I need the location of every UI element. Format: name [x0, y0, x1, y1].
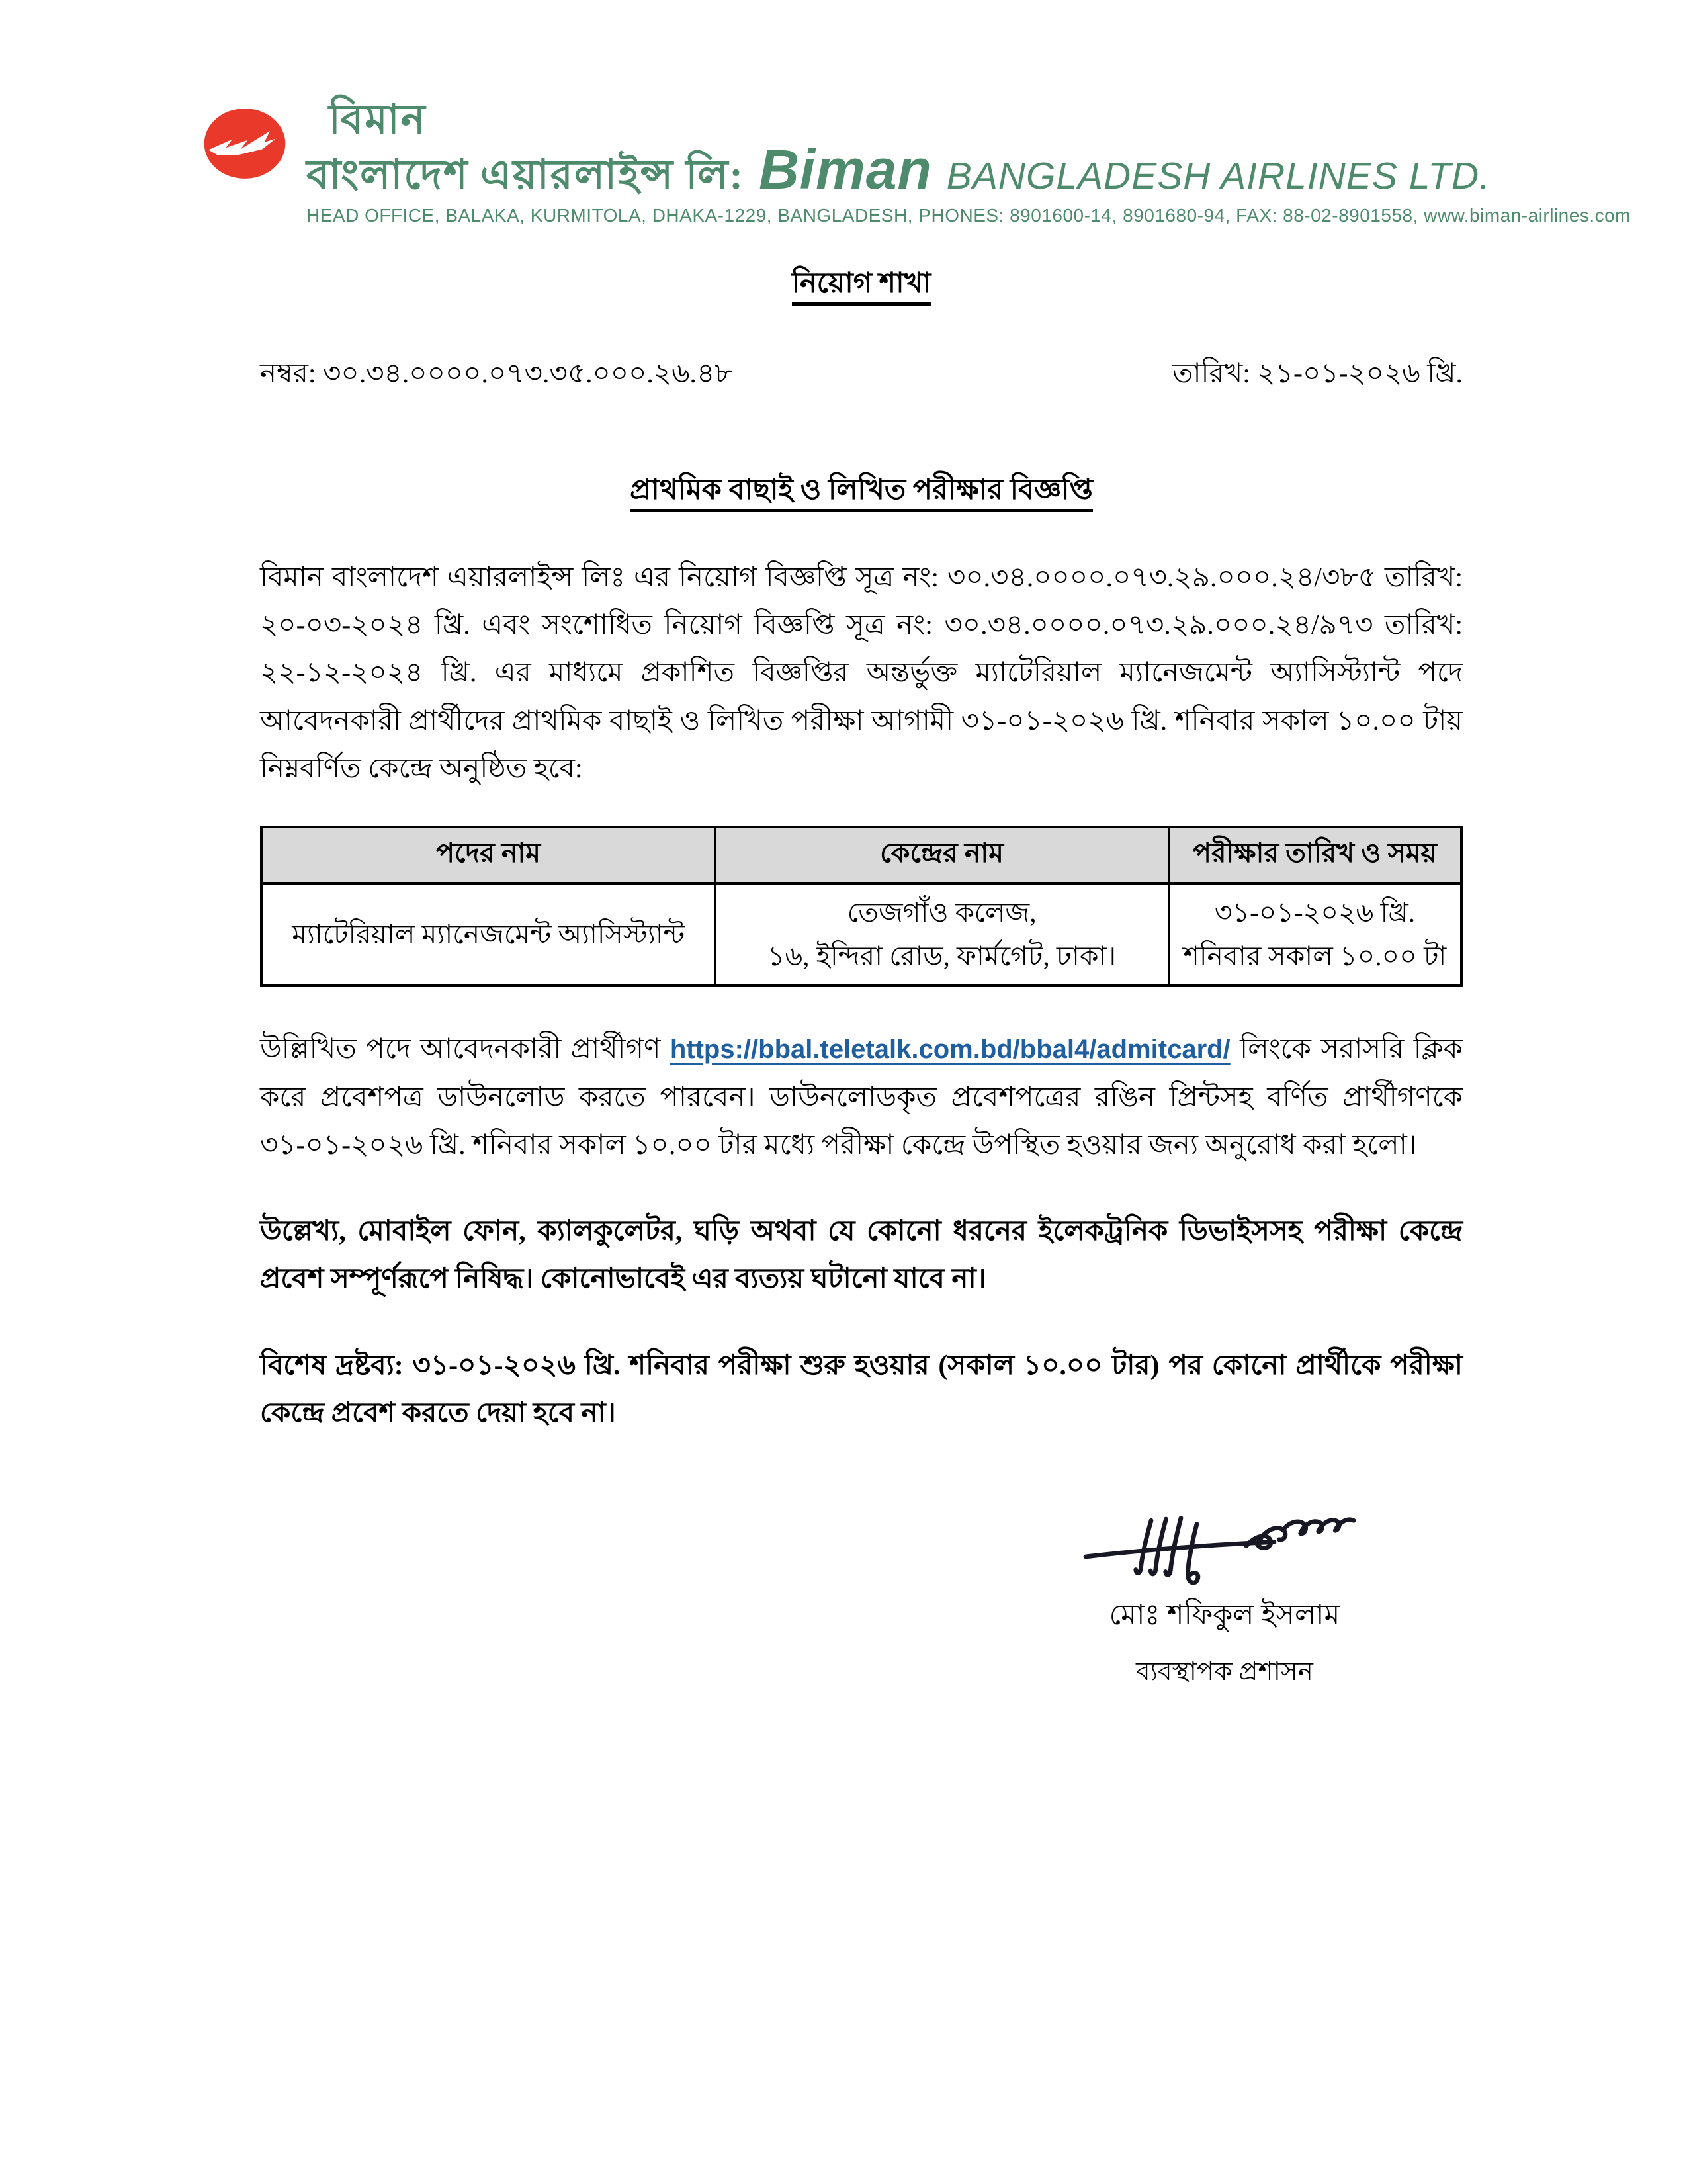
col-header-exam-datetime: পরীক্ষার তারিখ ও সময়	[1168, 827, 1461, 883]
notice-title-row	[260, 468, 1463, 515]
brand-bengali-top: বিমান	[329, 97, 427, 142]
exam-datetime-cell	[1168, 883, 1461, 986]
admit-card-link[interactable]: https://bbal.teletalk.com.bd/bbal4/admitcard/	[670, 1035, 1231, 1065]
signatory-name: মোঃ শফিকুল ইসলাম	[1109, 1600, 1340, 1631]
exam-time-line: শনিবার সকাল ১০.০০ টা	[1183, 940, 1447, 971]
exam-center-line2: ১৬, ইন্দিরা রোড, ফার্মগেট, ঢাকা।	[767, 940, 1117, 971]
brand-bengali-bottom: বাংলাদেশ এয়ারলাইন্স লি:	[306, 153, 745, 198]
intro-paragraph: বিমান বাংলাদেশ এয়ারলাইন্স লিঃ এর নিয়োগ বিজ্ঞপ্তি সূত্র নং: ৩০.৩৪.০০০০.০৭৩.২৯.০০০.২৪/৩৮৫ তারিখ: ২০-০৩-২০২৪ খ্রি. এবং সংশোধিত নিয়োগ বিজ্ঞপ্তি সূত্র নং: ৩০.৩৪.০০০০.০৭৩.২৯.০০০.২৪/৯৭৩ তারিখ: ২২-১২-২০২৪ খ্রি. এর মাধ্যমে প্রকাশিত বিজ্ঞপ্তির অন্তর্ভুক্ত ম্যাটেরিয়াল ম্যানেজমেন্ট অ্যাসিস্ট্যান্ট পদে আবেদনকারী প্রার্থীদের প্রাথমিক বাছাই ও লিখিত পরীক্ষা আগামী ৩১-০১-২০২৬ খ্রি. শনিবার সকাল ১০.০০ টায় নিম্নবর্ণিত কেন্দ্রে অনুষ্ঠিত হবে:	[260, 562, 1463, 784]
signatory-designation: ব্যবস্থাপক প্রশাসন	[1136, 1657, 1313, 1686]
admit-card-text-after: লিংকে সরাসরি ক্লিক করে প্রবেশপত্র ডাউনলোড করতে পারবেন। ডাউনলোডকৃত প্রবেশপত্রের রঙিন প্রিন্টসহ বর্ণিত প্রার্থীগণকে ৩১-০১-২০২৬ খ্রি. শনিবার সকাল ১০.০০ টার মধ্যে পরীক্ষা কেন্দ্রে উপস্থিত হওয়ার জন্য অনুরোধ করা হলো।	[260, 1034, 1463, 1160]
exam-schedule-table	[260, 826, 1463, 987]
table-header-row	[261, 827, 1461, 883]
col-header-post-name: পদের নাম	[261, 827, 715, 883]
signature-block	[986, 1493, 1463, 1694]
exam-date-line: ৩১-০১-২০২৬ খ্রি.	[1214, 897, 1416, 928]
admit-card-text-before: উল্লিখিত পদে আবেদনকারী প্রার্থীগণ	[260, 1034, 670, 1065]
admit-card-paragraph	[260, 1026, 1463, 1169]
exam-center-cell	[715, 883, 1169, 986]
head-office-address: HEAD OFFICE, BALAKA, KURMITOLA, DHAKA-1229, BANGLADESH, PHONES: 8901600-14, 8901680-94, FAX: 88-02-8901558, www.biman-airlines.com	[306, 205, 1631, 226]
ref-number: নম্বর: ৩০.৩৪.০০০০.০৭৩.৩৫.০০০.২৬.৪৮	[260, 359, 733, 389]
brand-name-biman: Biman	[759, 138, 932, 200]
section-title-row	[260, 262, 1463, 309]
brand-name-latin: BANGLADESH AIRLINES LTD.	[946, 155, 1491, 197]
special-note-paragraph: বিশেষ দ্রষ্টব্য: ৩১-০১-২০২৬ খ্রি. শনিবার পরীক্ষা শুরু হওয়ার (সকাল ১০.০০ টার) পর কোনো প্রার্থীকে পরীক্ষা কেন্দ্রে প্রবেশ করতে দেয়া হবে না।	[260, 1350, 1463, 1428]
signature-scribble-icon	[1072, 1493, 1377, 1593]
issue-date: তারিখ: ২১-০১-২০২৬ খ্রি.	[1172, 359, 1463, 389]
device-restriction-paragraph: উল্লেখ্য, মোবাইল ফোন, ক্যালকুলেটর, ঘড়ি অথবা যে কোনো ধরনের ইলেকট্রনিক ডিভাইসসহ পরীক্ষা কেন্দ্রে প্রবেশ সম্পূর্ণরূপে নিষিদ্ধ। কোনোভাবেই এর ব্যত্যয় ঘটানো যাবে না।	[260, 1216, 1463, 1295]
table-row	[261, 883, 1461, 986]
reference-row	[260, 351, 1463, 398]
notice-title: প্রাথমিক বাছাই ও লিখিত পরীক্ষার বিজ্ঞপ্তি	[630, 474, 1093, 512]
col-header-center-name: কেন্দ্রের নাম	[715, 827, 1169, 883]
post-name-cell: ম্যাটেরিয়াল ম্যানেজমেন্ট অ্যাসিস্ট্যান্ট	[261, 883, 715, 986]
document-body	[260, 0, 1463, 1694]
exam-center-line1: তেজগাঁও কলেজ,	[847, 897, 1037, 928]
section-title: নিয়োগ শাখা	[792, 268, 931, 306]
